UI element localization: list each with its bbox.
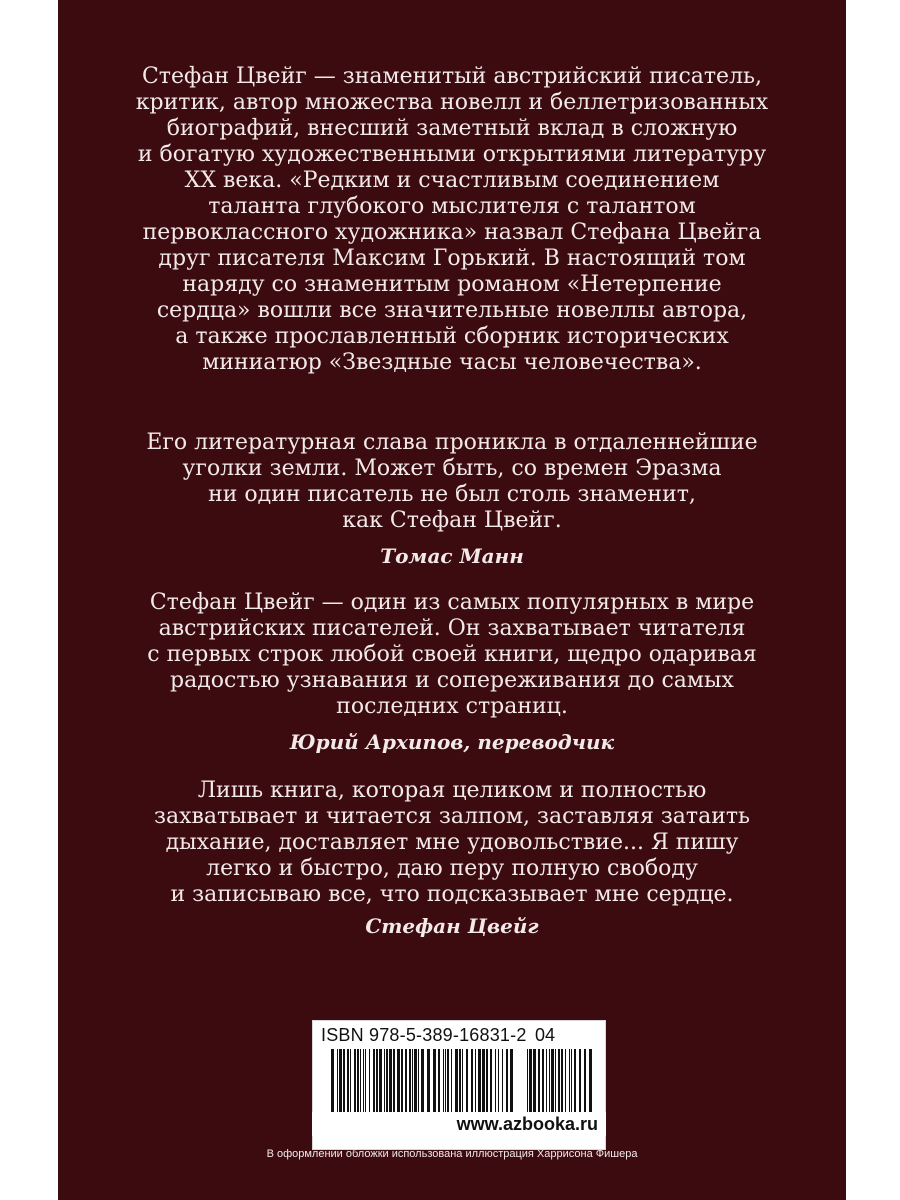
barcode-bar: [447, 1049, 449, 1115]
barcode-bar: [369, 1049, 370, 1115]
barcode-bar: [384, 1049, 385, 1115]
barcode-bar: [471, 1049, 473, 1115]
intro-paragraph: [58, 64, 846, 376]
barcode-bar: [445, 1049, 446, 1115]
quote-paragraph: [58, 430, 846, 534]
illustration-credit: В оформлении обложки использована иллюстрация Харрисона Фишера: [266, 1148, 638, 1160]
barcode-bar: [527, 1049, 528, 1115]
barcode-bar: [565, 1049, 566, 1115]
barcode-bar: [561, 1049, 563, 1115]
barcode-bar: [386, 1049, 388, 1115]
barcode-bar: [546, 1049, 547, 1115]
barcode-bar: [405, 1049, 407, 1115]
barcode-bar: [502, 1049, 503, 1115]
barcode-bar: [414, 1049, 417, 1115]
barcode-bar: [558, 1049, 560, 1115]
barcode-bar: [393, 1049, 395, 1115]
barcode-bar: [389, 1049, 392, 1115]
barcode-bar: [443, 1049, 444, 1115]
quote-line: дыхание, доставляет мне удовольствие... Я пишу: [165, 830, 739, 855]
barcode-bar: [363, 1049, 364, 1115]
quote-line: захватывает и читается залпом, заставляя затаить: [153, 804, 751, 829]
isbn-label: ISBN 978-5-389-16831-2: [321, 1025, 527, 1045]
barcode-bar: [347, 1049, 349, 1115]
barcode-bar: [451, 1049, 452, 1115]
intro-line: Стефан Цвейг — знаменитый австрийский писатель,: [141, 64, 763, 89]
website-link[interactable]: www.azbooka.ru: [456, 1114, 598, 1134]
intro-line: друг писателя Максим Горький. В настоящий том: [158, 246, 746, 271]
barcode-bar: [412, 1049, 413, 1115]
barcode-bar: [490, 1049, 492, 1115]
barcode-bar: [455, 1049, 458, 1115]
barcode-bar: [589, 1049, 592, 1115]
website-bar: [312, 1112, 606, 1136]
barcode-bar: [379, 1049, 382, 1115]
intro-line: и богатую художественными открытиями литературу: [137, 142, 767, 167]
quote-author: Стефан Цвейг: [365, 914, 539, 938]
barcode-bar: [549, 1049, 550, 1115]
intro-line: сердца» вошли все значительные новеллы автора,: [156, 298, 748, 323]
intro-line: XX века. «Редким и счастливым соединением: [184, 168, 720, 193]
barcode-bar: [475, 1049, 476, 1115]
quote-paragraph: [58, 590, 846, 720]
quote-paragraph: [58, 778, 846, 908]
barcode-bar: [495, 1049, 496, 1115]
barcode-bar: [373, 1049, 375, 1115]
book-back-cover: [58, 0, 846, 1200]
barcode-bar: [478, 1049, 481, 1115]
barcode-bar: [376, 1049, 378, 1115]
quote-line: уголки земли. Может быть, со времен Эразма: [182, 456, 722, 481]
barcode-bar: [538, 1049, 540, 1115]
barcode-bar: [433, 1049, 436, 1115]
barcode-bar: [438, 1049, 440, 1115]
barcode-bar: [533, 1049, 536, 1115]
barcode-bar: [462, 1049, 463, 1115]
quote-line: австрийских писателей. Он захватывает читателя: [158, 616, 746, 641]
barcode-bar: [360, 1049, 361, 1115]
barcode-bar: [365, 1049, 366, 1115]
intro-line: первоклассного художника» назвал Стефана Цвейга: [142, 220, 762, 245]
intro-line: биографий, внесший заметный вклад в сложную: [166, 116, 738, 141]
barcode-bar: [542, 1049, 544, 1115]
barcode-bar: [486, 1049, 488, 1115]
intro-line: критик, автор множества новелл и беллетризованных: [135, 90, 769, 115]
barcode-bar: [584, 1049, 586, 1115]
barcode-bar: [569, 1049, 570, 1115]
quote-line: и записываю все, что подсказывает мне сердце.: [170, 882, 734, 907]
barcode-bar: [397, 1049, 400, 1115]
barcode-bar: [555, 1049, 556, 1115]
quote-line: как Стефан Цвейг.: [342, 508, 562, 533]
barcode-bar: [498, 1049, 499, 1115]
quote-author: Юрий Архипов, переводчик: [289, 730, 615, 754]
quote-author: Томас Манн: [380, 544, 524, 568]
barcode-bar: [574, 1049, 576, 1115]
quote-line: ни один писатель не был столь знаменит,: [208, 482, 696, 507]
barcode-bar: [579, 1049, 581, 1115]
intro-line: наряду со знаменитым романом «Нетерпение: [182, 272, 722, 297]
quote-line: последних страниц.: [336, 694, 568, 719]
quote-line: легко и быстро, даю перу полную свободу: [206, 856, 698, 881]
quote-line: радостью узнавания и сопереживания до самых: [170, 668, 734, 693]
barcode-bar: [339, 1049, 342, 1115]
barcode-bar: [529, 1049, 532, 1115]
barcode-bar: [354, 1049, 356, 1115]
quote-line: Лишь книга, которая целиком и полностью: [197, 778, 707, 803]
barcode-bar: [551, 1049, 554, 1115]
barcode-bar: [357, 1049, 359, 1115]
barcode-bar: [466, 1049, 468, 1115]
intro-line: таланта глубокого мыслителя с талантом: [208, 194, 696, 219]
isbn-addon-label: 04: [535, 1025, 556, 1045]
barcode-bar: [571, 1049, 572, 1115]
intro-line: миниатюр «Звездные часы человечества».: [202, 350, 702, 375]
barcode-bar: [482, 1049, 485, 1115]
barcode-bar: [459, 1049, 461, 1115]
quote-line: с первых строк любой своей книги, щедро одаривая: [147, 642, 757, 667]
quote-line: Его литературная слава проникла в отдаленнейшие: [146, 430, 758, 455]
quote-line: Стефан Цвейг — один из самых популярных в мире: [149, 590, 755, 615]
barcode-bar: [350, 1049, 351, 1115]
barcode-bar: [409, 1049, 411, 1115]
intro-line: а также прославленный сборник исторических: [175, 324, 729, 349]
barcode-bar: [343, 1049, 345, 1115]
barcode-bar: [401, 1049, 403, 1115]
